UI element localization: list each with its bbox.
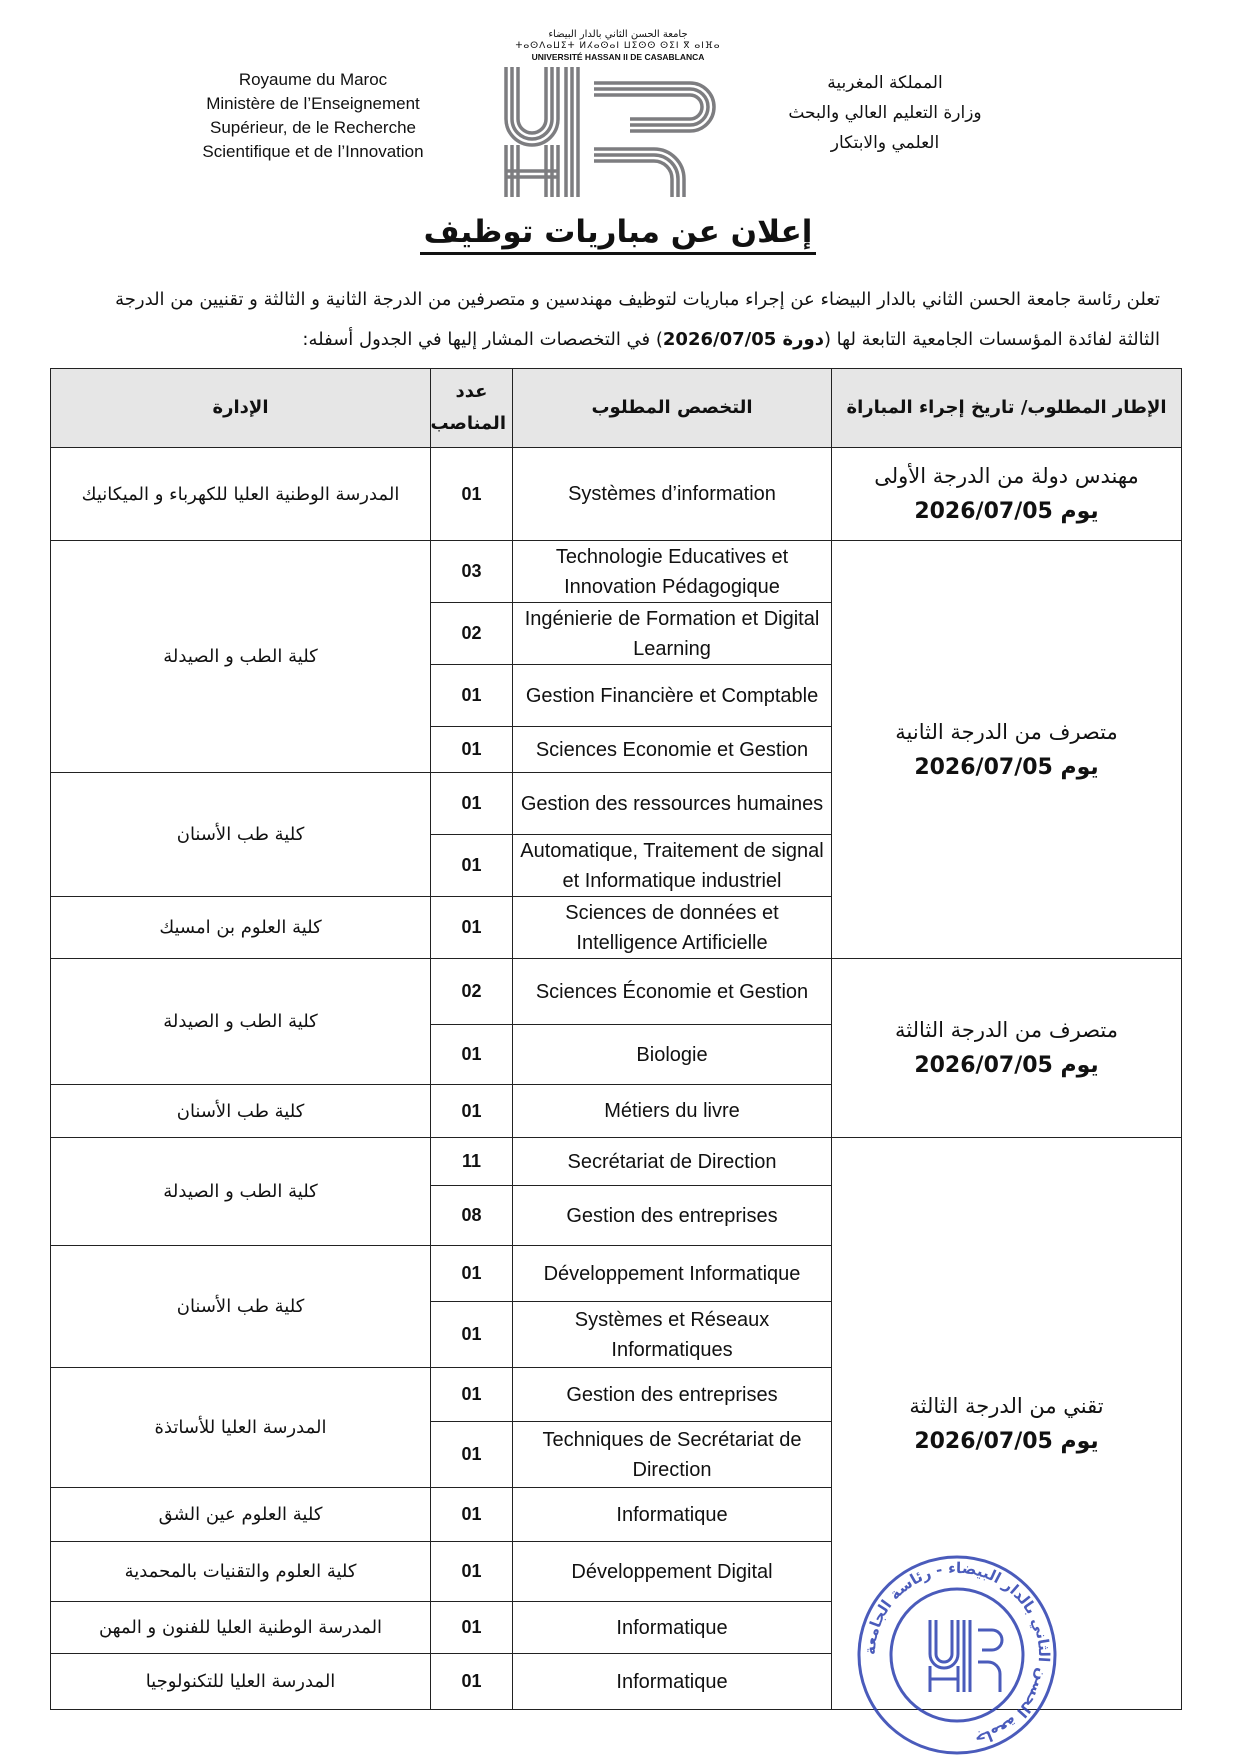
uh2c-logo-mark-icon xyxy=(498,63,738,203)
administration-cell: كلية العلوم عين الشق xyxy=(51,1488,431,1542)
logo-arabic-name: جامعة الحسن الثاني بالدار البيضاء xyxy=(548,29,688,40)
specialty-cell: Gestion des entreprises xyxy=(513,1368,832,1422)
cadre-cell xyxy=(832,541,1182,959)
specialty-cell: Métiers du livre xyxy=(513,1085,832,1138)
administration-cell: كلية طب الأسنان xyxy=(51,1085,431,1138)
intro-paragraph xyxy=(85,280,1160,360)
header-specialty: التخصص المطلوب xyxy=(513,369,832,448)
cadre-date: يوم 2026/07/05 xyxy=(914,1428,1099,1454)
header-fr-line: Ministère de l’Enseignement xyxy=(206,94,420,113)
specialty-cell: Automatique, Traitement de signal et Informatique industriel xyxy=(513,835,832,897)
count-cell: 02 xyxy=(431,959,513,1025)
count-cell: 01 xyxy=(431,1542,513,1602)
cadre-cell xyxy=(832,448,1182,541)
count-cell: 01 xyxy=(431,1488,513,1542)
specialty-cell: Secrétariat de Direction xyxy=(513,1138,832,1186)
cadre-grade: تقني من الدرجة الثالثة xyxy=(909,1393,1104,1418)
university-logo xyxy=(498,28,738,208)
university-stamp-icon xyxy=(852,1550,1062,1760)
specialty-cell: Gestion Financière et Comptable xyxy=(513,665,832,727)
intro-session: دورة 2026/07/05 xyxy=(662,329,824,350)
administration-cell: كلية العلوم بن امسيك xyxy=(51,897,431,959)
specialty-cell: Sciences Économie et Gestion xyxy=(513,959,832,1025)
count-cell: 01 xyxy=(431,1422,513,1488)
count-cell: 01 xyxy=(431,773,513,835)
table-row xyxy=(51,1138,1182,1186)
count-cell: 01 xyxy=(431,1246,513,1302)
count-cell: 01 xyxy=(431,727,513,773)
table-row xyxy=(51,541,1182,603)
administration-cell: كلية الطب و الصيدلة xyxy=(51,959,431,1085)
administration-cell: المدرسة العليا للأساتذة xyxy=(51,1368,431,1488)
intro-text-end: ) في التخصصات المشار إليها في الجدول أسفله: xyxy=(302,329,663,350)
cadre-grade: متصرف من الدرجة الثانية xyxy=(895,719,1118,744)
count-cell: 01 xyxy=(431,665,513,727)
header-fr-line: Royaume du Maroc xyxy=(238,70,388,89)
cadre-date: يوم 2026/07/05 xyxy=(914,499,1099,524)
recruitment-table xyxy=(50,368,1182,1710)
specialty-cell: Gestion des ressources humaines xyxy=(513,773,832,835)
cadre-date: يوم 2026/07/05 xyxy=(914,1053,1099,1078)
header-arabic-block xyxy=(760,68,1010,158)
count-cell: 01 xyxy=(431,897,513,959)
specialty-cell: Développement Digital xyxy=(513,1542,832,1602)
header-ar-line: وزارة التعليم العالي والبحث xyxy=(788,103,982,123)
count-cell: 01 xyxy=(431,1025,513,1085)
logo-french-name: UNIVERSITÉ HASSAN II DE CASABLANCA xyxy=(531,52,705,62)
table-header-row xyxy=(51,369,1182,448)
header-fr-line: Supérieur, de le Recherche xyxy=(209,118,417,137)
cadre-cell xyxy=(832,959,1182,1138)
cadre-grade: مهندس دولة من الدرجة الأولى xyxy=(874,464,1139,488)
specialty-cell: Systèmes d’information xyxy=(513,448,832,541)
header-french-block xyxy=(168,68,458,164)
header-administration: الإدارة xyxy=(51,369,431,448)
administration-cell: المدرسة العليا للتكنولوجيا xyxy=(51,1654,431,1710)
header-cadre: الإطار المطلوب/ تاريخ إجراء المباراة xyxy=(832,369,1182,448)
header-count: عدد المناصب xyxy=(431,369,513,448)
specialty-cell: Informatique xyxy=(513,1654,832,1710)
specialty-cell: Sciences Economie et Gestion xyxy=(513,727,832,773)
administration-cell: كلية طب الأسنان xyxy=(51,773,431,897)
count-cell: 01 xyxy=(431,448,513,541)
count-cell: 11 xyxy=(431,1138,513,1186)
administration-cell: كلية الطب و الصيدلة xyxy=(51,1138,431,1246)
specialty-cell: Systèmes et Réseaux Informatiques xyxy=(513,1302,832,1368)
page-title-text: إعلان عن مباريات توظيف xyxy=(420,214,817,255)
table-row xyxy=(51,959,1182,1025)
page-title xyxy=(0,214,1236,250)
specialty-cell: Informatique xyxy=(513,1602,832,1654)
specialty-cell: Gestion des entreprises xyxy=(513,1186,832,1246)
specialty-cell: Ingénierie de Formation et Digital Learning xyxy=(513,603,832,665)
count-cell: 01 xyxy=(431,835,513,897)
header-ar-line: المملكة المغربية xyxy=(827,73,943,93)
specialty-cell: Développement Informatique xyxy=(513,1246,832,1302)
specialty-cell: Techniques de Secrétariat de Direction xyxy=(513,1422,832,1488)
count-cell: 01 xyxy=(431,1602,513,1654)
specialty-cell: Biologie xyxy=(513,1025,832,1085)
header-ar-line: العلمي والابتكار xyxy=(830,133,940,153)
table-row xyxy=(51,448,1182,541)
count-cell: 01 xyxy=(431,1368,513,1422)
logo-tifinagh-name: ⵜⴰⵙⴷⴰⵡⵉⵜ ⵍⵃⴰⵙⴰⵏ ⵡⵉⵙⵙ ⵙⵉⵏ ⴳ ⴰⵏⴼⴰ xyxy=(515,41,721,51)
administration-cell: كلية طب الأسنان xyxy=(51,1246,431,1368)
specialty-cell: Technologie Educatives et Innovation Pédagogique xyxy=(513,541,832,603)
count-cell: 03 xyxy=(431,541,513,603)
cadre-date: يوم 2026/07/05 xyxy=(914,754,1099,780)
count-cell: 01 xyxy=(431,1302,513,1368)
specialty-cell: Sciences de données et Intelligence Artificielle xyxy=(513,897,832,959)
cadre-grade: متصرف من الدرجة الثالثة xyxy=(894,1018,1118,1042)
count-cell: 01 xyxy=(431,1654,513,1710)
count-cell: 02 xyxy=(431,603,513,665)
administration-cell: كلية العلوم والتقنيات بالمحمدية xyxy=(51,1542,431,1602)
count-cell: 01 xyxy=(431,1085,513,1138)
specialty-cell: Informatique xyxy=(513,1488,832,1542)
administration-cell: المدرسة الوطنية العليا للكهرباء و الميكانيك xyxy=(51,448,431,541)
header-fr-line: Scientifique et de l’Innovation xyxy=(202,142,424,161)
administration-cell: كلية الطب و الصيدلة xyxy=(51,541,431,773)
stamp-text: جامعة الحسن الثاني بالدار البيضاء - رئاسة الجامعة xyxy=(860,1558,1054,1749)
intro-text-start: تعلن رئاسة جامعة الحسن الثاني بالدار البيضاء عن إجراء مباريات لتوظيف مهندسين و متصرفين من الدرجة الثانية و الثالثة و تقنيين من الدرجة الثالثة لفائدة المؤسسات الجامعية التابعة لها ( xyxy=(115,289,1160,350)
count-cell: 08 xyxy=(431,1186,513,1246)
administration-cell: المدرسة الوطنية العليا للفنون و المهن xyxy=(51,1602,431,1654)
